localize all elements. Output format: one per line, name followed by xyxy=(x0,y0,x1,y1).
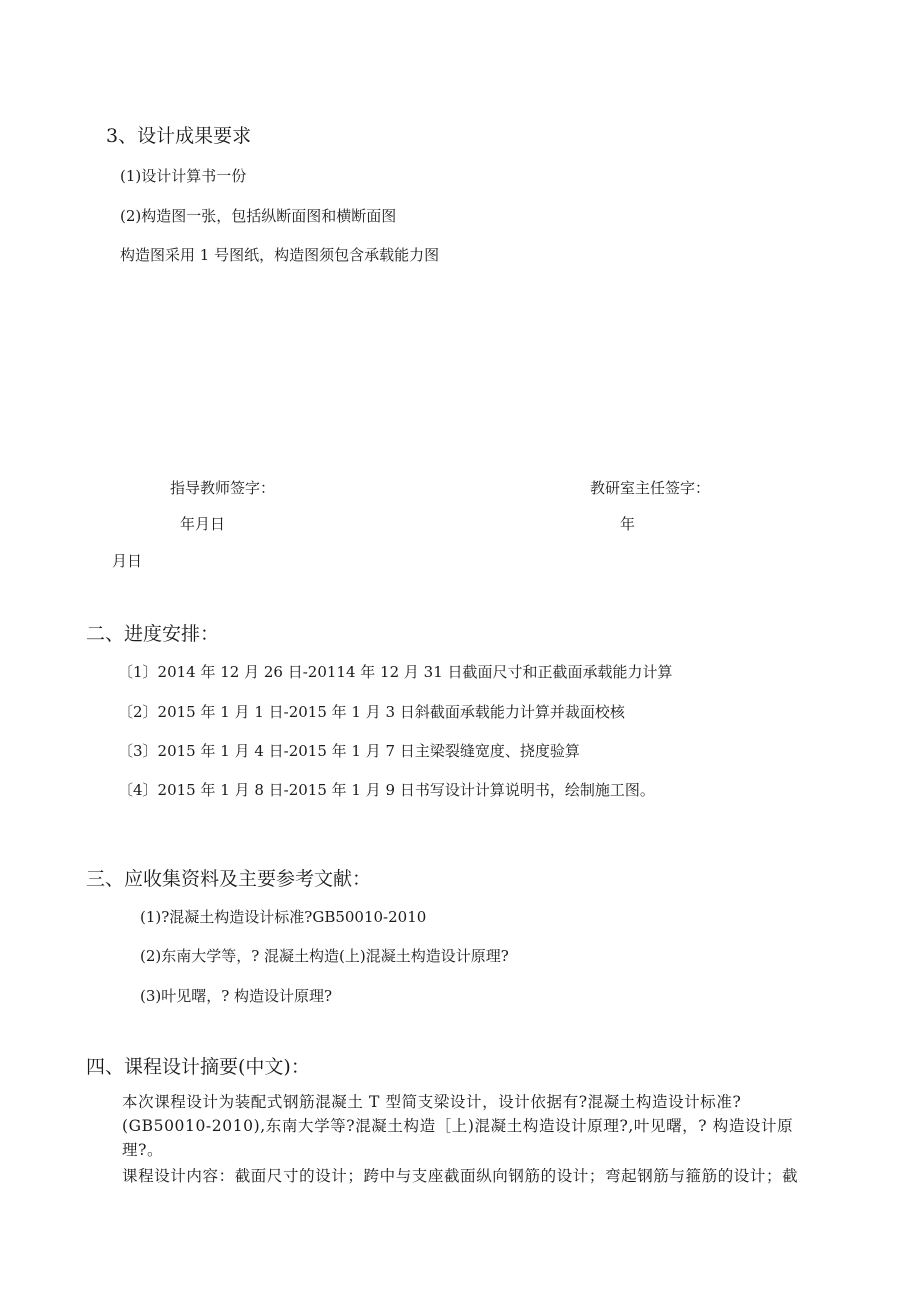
list-item: (3)叶见曙，? 构造设计原理? xyxy=(140,987,333,1005)
list-item: 构造图采用 1 号图纸，构造图须包含承载能力图 xyxy=(120,246,440,264)
list-item: (2)构造图一张，包括纵断面图和横断面图 xyxy=(120,207,397,225)
advisor-date: 年月日 xyxy=(180,515,226,533)
list-item: 〔2〕2015 年 1 月 1 日-2015 年 1 月 3 日斜截面承载能力计算并裁面校核 xyxy=(118,703,625,721)
list-item: 〔4〕2015 年 1 月 8 日-2015 年 1 月 9 日书写设计计算说明书，绘制施工图。 xyxy=(118,781,655,799)
list-item: (1)设计计算书一份 xyxy=(120,167,247,185)
list-item: (2)东南大学等，? 混凝土构造(上)混凝土构造设计原理? xyxy=(140,947,509,965)
schedule-heading: 二、进度安排： xyxy=(86,623,220,645)
section3-heading: 3、设计成果要求 xyxy=(106,125,252,147)
director-date-month-day: 月日 xyxy=(112,552,143,570)
list-item: 〔3〕2015 年 1 月 4 日-2015 年 1 月 7 日主梁裂缝宽度、挠度验算 xyxy=(118,742,580,760)
list-item: 〔1〕2014 年 12 月 26 日-20114 年 12 月 31 日截面尺寸和正截面承载能力计算 xyxy=(118,663,673,681)
advisor-signature-label: 指导教师签字： xyxy=(170,479,276,497)
references-heading: 三、应收集资料及主要参考文献： xyxy=(86,868,372,890)
abstract-line: 课程设计内容：截面尺寸的设计；跨中与支座截面纵向钢筋的设计；弯起钢筋与箍筋的设计；截 xyxy=(122,1167,799,1185)
list-item: (1)?混凝土构造设计标准?GB50010-2010 xyxy=(140,908,427,926)
director-signature-label: 教研室主任签字： xyxy=(590,479,711,497)
abstract-line: 理?。 xyxy=(122,1141,164,1159)
director-date-year: 年 xyxy=(620,515,636,533)
abstract-line: 本次课程设计为装配式钢筋混凝土 T 型简支梁设计，设计依据有?混凝土构造设计标准? xyxy=(122,1093,742,1111)
abstract-heading: 四、课程设计摘要(中文)： xyxy=(86,1056,310,1078)
abstract-line: (GB50010-2010),东南大学等?混凝土构造［上)混凝土构造设计原理?,叶见曙，? 构造设计原 xyxy=(122,1117,794,1135)
